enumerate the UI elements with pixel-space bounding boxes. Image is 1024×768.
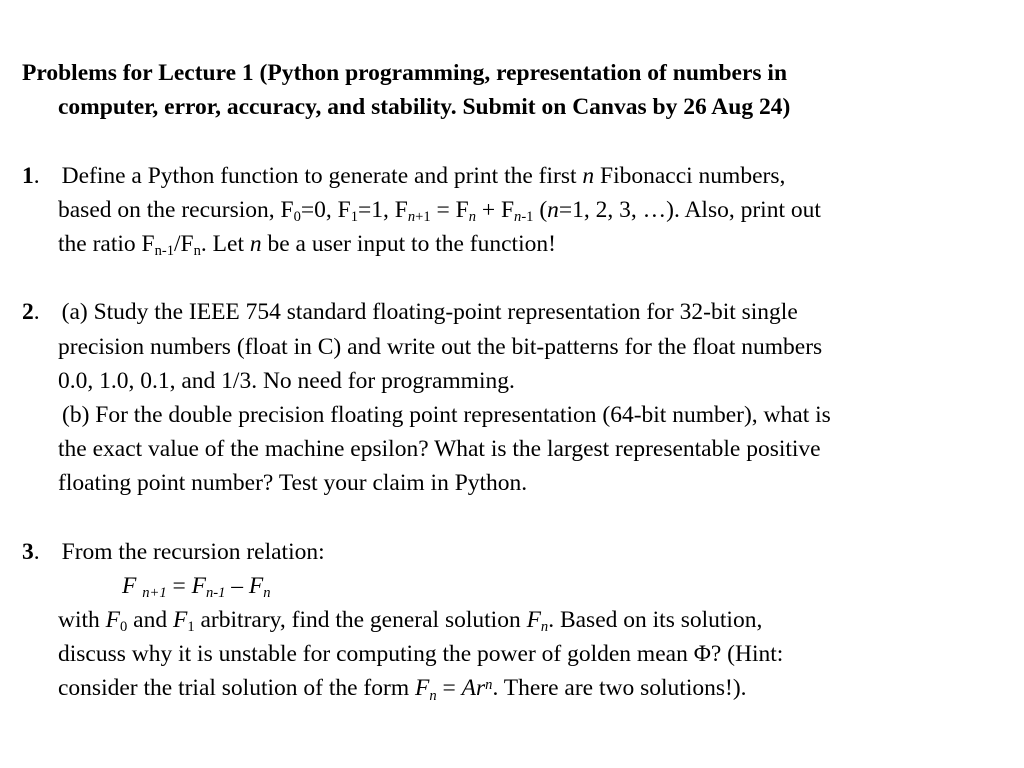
problem-2-line-1: 2. (a) Study the IEEE 754 standard floating-point representation for 32-bit single <box>22 299 798 326</box>
problem-3-line-5: consider the trial solution of the form $F_n = Ar^n$. There are two solutions!). <box>58 675 747 704</box>
problem-2b-text-3: floating point number? Test your claim in Python. <box>58 470 528 497</box>
problem-2-line-2 <box>22 330 1002 364</box>
problem-1-line-2: based on the recursion, $F_0=0$, $F_1=1$, $F_{n+1} = F_n + F_{n-1}$ (n=1, 2, 3, …). Also, print out <box>58 196 821 226</box>
problem-3-text-discuss: discuss why it is unstable for computing the power of golden mean Φ? (Hint: <box>58 641 784 668</box>
problem-2-line-6 <box>22 466 1002 500</box>
problem-1-line-1: 1. Define a Python function to generate and print the first n Fibonacci numbers, <box>22 162 786 189</box>
problem-1-number: 1 <box>22 162 34 189</box>
problem-1-line-3: the ratio $F_{n-1}/F_n$. Let n be a user input to the function! <box>58 230 556 260</box>
problem-3-intro: From the recursion relation: <box>61 538 325 565</box>
problem-1-var-n: n <box>582 162 595 189</box>
problem-3-line-4 <box>22 637 1002 671</box>
spacer <box>22 124 1002 158</box>
problem-3-line-1: 3. From the recursion relation: <box>22 538 325 565</box>
problem-3-equation: F $_{n+1} = F_{n-1} - F_n$ <box>122 572 271 602</box>
header-text-1: Problems for Lecture 1 (Python programming, representation of numbers in <box>22 60 788 86</box>
problem-1-recursion-lead: based on the recursion, F <box>58 196 294 223</box>
header-line-2 <box>22 90 1002 124</box>
problem-2-line-3 <box>22 364 1002 398</box>
problem-2-line-5 <box>22 432 1002 466</box>
problem-2b-text-2: the exact value of the machine epsilon? What is the largest representable positive <box>58 436 821 463</box>
problem-3-line-3: with $F_0$ and $F_1$ arbitrary, find the general solution $F_n$. Based on its solution, <box>58 607 763 636</box>
problem-3-text-solutions: . There are two solutions!). <box>492 675 747 702</box>
problem-1-text-a: Define a Python function to generate and print the first <box>61 162 583 189</box>
problem-2-number: 2 <box>22 299 34 326</box>
problem-sheet <box>22 56 1002 706</box>
spacer <box>22 500 1002 534</box>
problem-3-number: 3 <box>22 538 34 565</box>
problem-1-text-b: Fibonacci numbers, <box>594 162 786 189</box>
problem-3-text-based: . Based on its solution, <box>548 607 763 633</box>
problem-3-text-trial: consider the trial solution of the form <box>58 675 415 702</box>
problem-2-line-4 <box>22 398 1002 432</box>
problem-3-text-and: and <box>127 607 173 633</box>
problem-2a-text-3: 0.0, 1.0, 0.1, and 1/3. No need for programming. <box>58 367 515 394</box>
problem-3-text-with: with <box>58 607 106 633</box>
problem-3-text-arbitrary: arbitrary, find the general solution <box>194 607 527 633</box>
problem-2a-text-2: precision numbers (float in C) and write out the bit-patterns for the float numbers <box>58 333 823 360</box>
problem-1-ratio-lead: the ratio F <box>58 230 155 257</box>
header-text-2: computer, error, accuracy, and stability. Submit on Canvas by 26 Aug 24) <box>58 94 791 121</box>
problem-2a-text-1: (a) Study the IEEE 754 standard floating-point representation for 32-bit single <box>61 299 798 326</box>
header-line-1 <box>22 56 1002 90</box>
problem-2b-text-1: (b) For the double precision floating point representation (64-bit number), what is <box>62 401 831 428</box>
spacer <box>22 261 1002 295</box>
